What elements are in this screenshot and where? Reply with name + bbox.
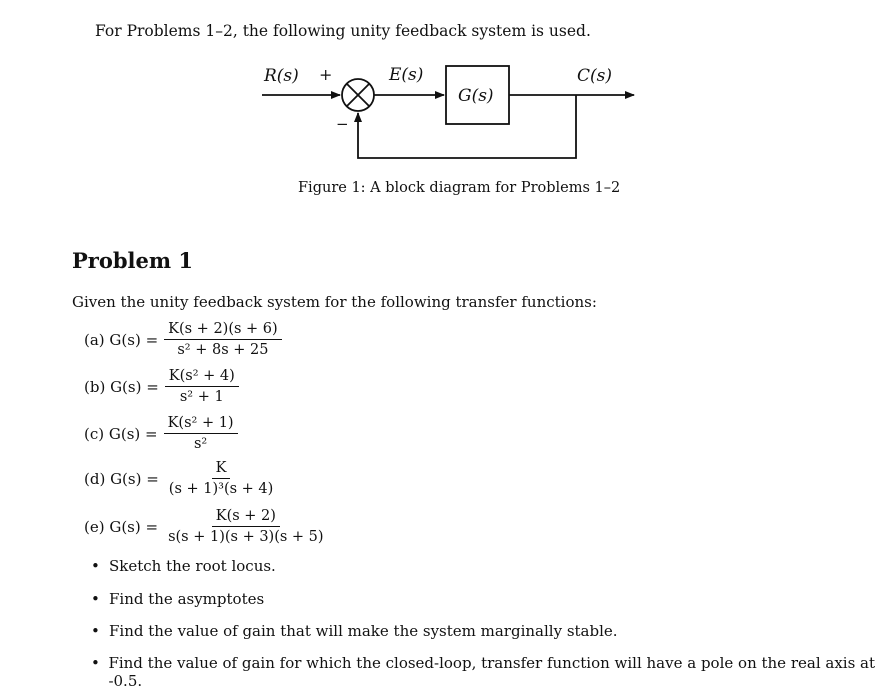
problem-title: Problem 1 bbox=[72, 248, 194, 273]
input-label: R(s) bbox=[264, 66, 299, 86]
fraction bbox=[164, 321, 282, 358]
tf-label: (e) G(s) = bbox=[84, 517, 159, 536]
figure-caption: Figure 1: A block diagram for Problems 1–2 bbox=[298, 180, 621, 196]
minus-sign: − bbox=[336, 115, 349, 133]
numerator: K(s + 2)(s + 6) bbox=[164, 321, 282, 340]
intro-text: For Problems 1–2, the following unity feedback system is used. bbox=[95, 22, 591, 40]
task-item bbox=[91, 654, 888, 690]
fraction bbox=[165, 460, 278, 497]
given-text: Given the unity feedback system for the following transfer functions: bbox=[72, 293, 597, 311]
fraction bbox=[165, 368, 239, 405]
numerator: K(s² + 1) bbox=[164, 415, 238, 434]
bullet-icon: • bbox=[91, 590, 100, 608]
error-label: E(s) bbox=[389, 65, 424, 85]
task-text: Find the asymptotes bbox=[109, 590, 265, 608]
task-text: Find the value of gain that will make the system marginally stable. bbox=[109, 622, 618, 640]
tf-label: (c) G(s) = bbox=[84, 424, 158, 443]
task-item bbox=[91, 590, 264, 608]
task-item bbox=[91, 622, 618, 640]
bullet-icon: • bbox=[91, 622, 100, 640]
transfer-function-b bbox=[84, 368, 239, 405]
numerator: K bbox=[212, 460, 231, 479]
denominator: s² bbox=[193, 436, 208, 452]
numerator: K(s + 2) bbox=[212, 508, 280, 527]
task-item bbox=[91, 557, 276, 575]
denominator: s² + 1 bbox=[179, 389, 224, 405]
transfer-function-a bbox=[84, 321, 282, 358]
block-diagram bbox=[0, 0, 888, 175]
task-text: Find the value of gain for which the closed-loop, transfer function will have a pole on the real axis at -0.5. bbox=[108, 654, 876, 690]
tf-label: (d) G(s) = bbox=[84, 469, 159, 488]
denominator: (s + 1)³(s + 4) bbox=[168, 481, 274, 497]
numerator: K(s² + 4) bbox=[165, 368, 239, 387]
output-label: C(s) bbox=[577, 66, 612, 86]
tf-label: (b) G(s) = bbox=[84, 377, 159, 396]
denominator: s² + 8s + 25 bbox=[177, 342, 269, 358]
transfer-function-e bbox=[84, 508, 328, 545]
fraction bbox=[164, 415, 238, 452]
fraction bbox=[164, 508, 328, 545]
transfer-function-c bbox=[84, 415, 238, 452]
bullet-icon: • bbox=[91, 654, 100, 672]
block-label: G(s) bbox=[458, 86, 494, 106]
denominator: s(s + 1)(s + 3)(s + 5) bbox=[168, 529, 324, 545]
plus-sign: + bbox=[319, 65, 333, 84]
task-text: Sketch the root locus. bbox=[109, 557, 276, 575]
transfer-function-d bbox=[84, 460, 277, 497]
bullet-icon: • bbox=[91, 557, 100, 575]
tf-label: (a) G(s) = bbox=[84, 330, 159, 349]
summing-junction bbox=[342, 79, 374, 111]
